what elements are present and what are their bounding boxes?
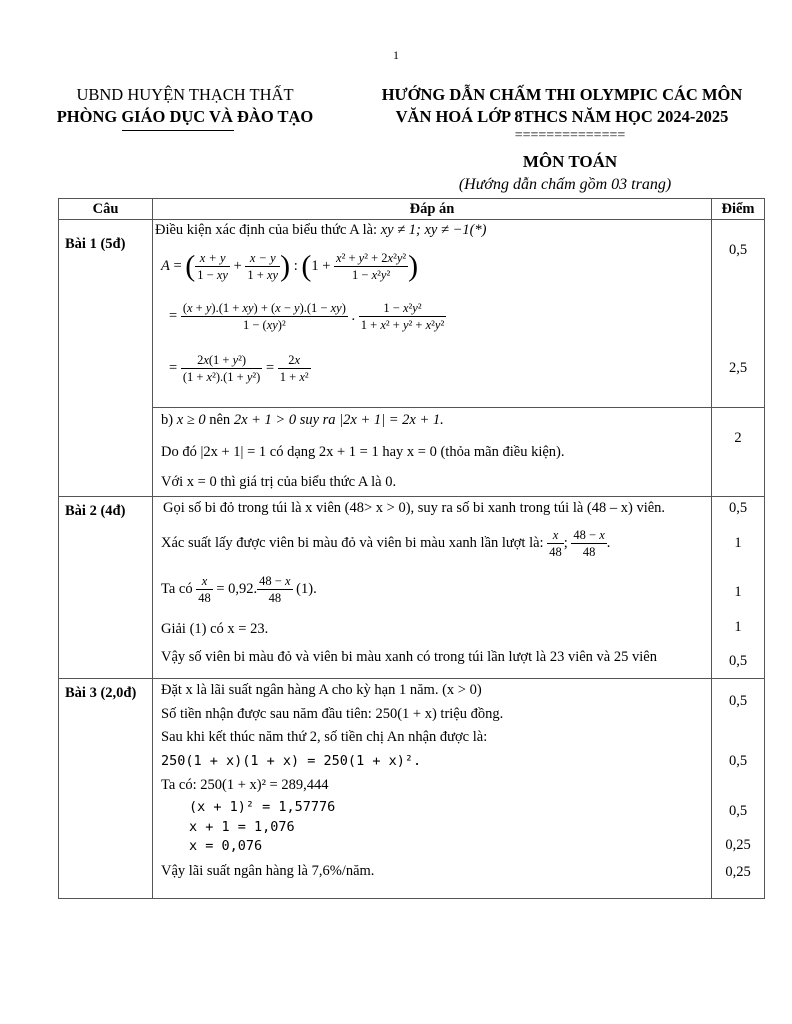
bai2-line-4: Giải (1) có x = 23.	[161, 621, 269, 637]
points-value: 2	[734, 430, 742, 446]
bai3-line-7: x + 1 = 1,076	[189, 819, 295, 835]
subject-title: MÔN TOÁN	[522, 152, 618, 171]
issuer-block	[20, 84, 350, 128]
bai1-b-answer	[153, 408, 712, 497]
table-row	[59, 220, 765, 408]
header-diem: Điểm	[712, 199, 765, 220]
points-value: 0,25	[725, 837, 751, 853]
formula-line-3: = $\frac{\text{2x(1 + y²)}}{\text{(1 + x²).(1 + y²)}}$ = $\frac{2x}{\text{1 + x²}}$	[169, 353, 309, 384]
bai3-line-9: Vậy lãi suất ngân hàng là 7,6%/năm.	[161, 863, 375, 879]
points-value: 0,5	[728, 653, 748, 669]
points-value: 1	[734, 584, 742, 600]
bai3-line-1: Đặt x là lãi suất ngân hàng A cho kỳ hạn 1 năm. (x > 0)	[161, 682, 482, 698]
title-line-2: VĂN HOÁ LỚP 8THCS NĂM HỌC 2024-2025	[395, 107, 729, 126]
points-value: 0,5	[728, 242, 748, 258]
bai1-b-line-1: b) x ≥ 0 nên 2x + 1 > 0 suy ra |2x + 1| = 2x + 1.	[161, 412, 444, 428]
points-value: 0,5	[728, 500, 748, 516]
page-count-note: (Hướng dẫn chấm gồm 03 trang)	[458, 176, 672, 193]
points-value: 1	[734, 619, 742, 635]
issuer-underline	[122, 130, 234, 131]
bai2-label-cell	[59, 497, 153, 679]
bai3-label-cell	[59, 679, 153, 899]
points-value: 0,5	[728, 693, 748, 709]
header-cau: Câu	[59, 199, 153, 220]
bai3-line-2: Số tiền nhận được sau năm đầu tiên: 250(1 + x) triệu đồng.	[161, 706, 504, 722]
issuer-line-2: PHÒNG GIÁO DỤC VÀ ĐÀO TẠO	[56, 107, 314, 126]
bai1-b-line-2: Do đó |2x + 1| = 1 có dạng 2x + 1 = 1 hay x = 0 (thỏa mãn điều kiện).	[161, 444, 565, 460]
points-value: 0,5	[728, 803, 748, 819]
bai3-line-6: (x + 1)² = 1,57776	[189, 799, 336, 815]
points-value: 0,25	[725, 864, 751, 880]
bai3-line-5: Ta có: 250(1 + x)² = 289,444	[161, 777, 329, 793]
bai2-label: Bài 2 (4đ)	[65, 503, 126, 519]
bai1-a-answer	[153, 220, 712, 408]
bai2-points	[712, 497, 765, 679]
header-dap-an: Đáp án	[153, 199, 712, 220]
points-value: 2,5	[728, 360, 748, 376]
bai2-line-1: Gọi số bi đỏ trong túi là x viên (48> x > 0), suy ra số bi xanh trong túi là (48 – x) viên.	[163, 500, 666, 516]
document-title	[352, 84, 772, 128]
points-value: 1	[734, 535, 742, 551]
table-row	[59, 679, 765, 899]
bai3-line-4: 250(1 + x)(1 + x) = 250(1 + x)².	[161, 753, 422, 769]
table-row	[59, 497, 765, 679]
title-line-1: HƯỚNG DẪN CHẤM THI OLYMPIC CÁC MÔN	[381, 85, 743, 104]
page-number: 1	[393, 48, 399, 62]
bai2-line-3: Ta có $\frac{x}{48}$ = 0,92. $\frac{48 - x}{48}$ (1).	[161, 574, 317, 605]
bai3-label: Bài 3 (2,0đ)	[65, 685, 137, 701]
bai1-b-points	[712, 408, 765, 497]
bai1-condition-math: xy ≠ 1; xy ≠ −1(*)	[380, 222, 487, 238]
formula-line-2: = $\frac{(x + y).(1 + xy) + (x - y).(1 - xy)}{\text{1 − (xy)²}}$ . $\frac{\text{1 − x²y²}}{\text{1 + x² + y² + x²y²}}$	[169, 301, 445, 332]
bai2-answer	[153, 497, 712, 679]
table-header-row	[59, 199, 765, 220]
formula-line-1: A = ( $\frac{x + y}{1 - xy}$ + $\frac{x - y}{1 + xy}$ ) : (1 + $\frac{\text{x² + y² + 2x²y²}}{\text{1 − x²y²}}$ )	[161, 249, 419, 283]
bai2-line-2: Xác suất lấy được viên bi màu đỏ và viên bi màu xanh lần lượt là: $\frac{x}{48}$ ; $\frac{48 - x}{48}$ .	[161, 528, 611, 559]
title-separator: ==============	[514, 128, 626, 143]
grading-table	[58, 198, 765, 899]
bai1-condition-text: Điều kiện xác định của biểu thức A là:	[155, 222, 378, 238]
bai3-line-3: Sau khi kết thúc năm thứ 2, số tiền chị An nhận được là:	[161, 729, 488, 745]
bai3-points	[712, 679, 765, 899]
points-value: 0,5	[728, 753, 748, 769]
bai1-label: Bài 1 (5đ)	[65, 236, 126, 252]
bai1-b-line-3: Với x = 0 thì giá trị của biểu thức A là 0.	[161, 474, 397, 490]
bai3-answer	[153, 679, 712, 899]
issuer-line-1: UBND HUYỆN THẠCH THẤT	[76, 85, 294, 104]
table-row	[59, 408, 765, 497]
bai2-line-5: Vậy số viên bi màu đỏ và viên bi màu xanh có trong túi lần lượt là 23 viên và 25 viên	[161, 649, 657, 665]
bai3-line-8: x = 0,076	[189, 838, 263, 854]
bai1-a-points	[712, 220, 765, 408]
bai1-label-cell	[59, 220, 153, 497]
